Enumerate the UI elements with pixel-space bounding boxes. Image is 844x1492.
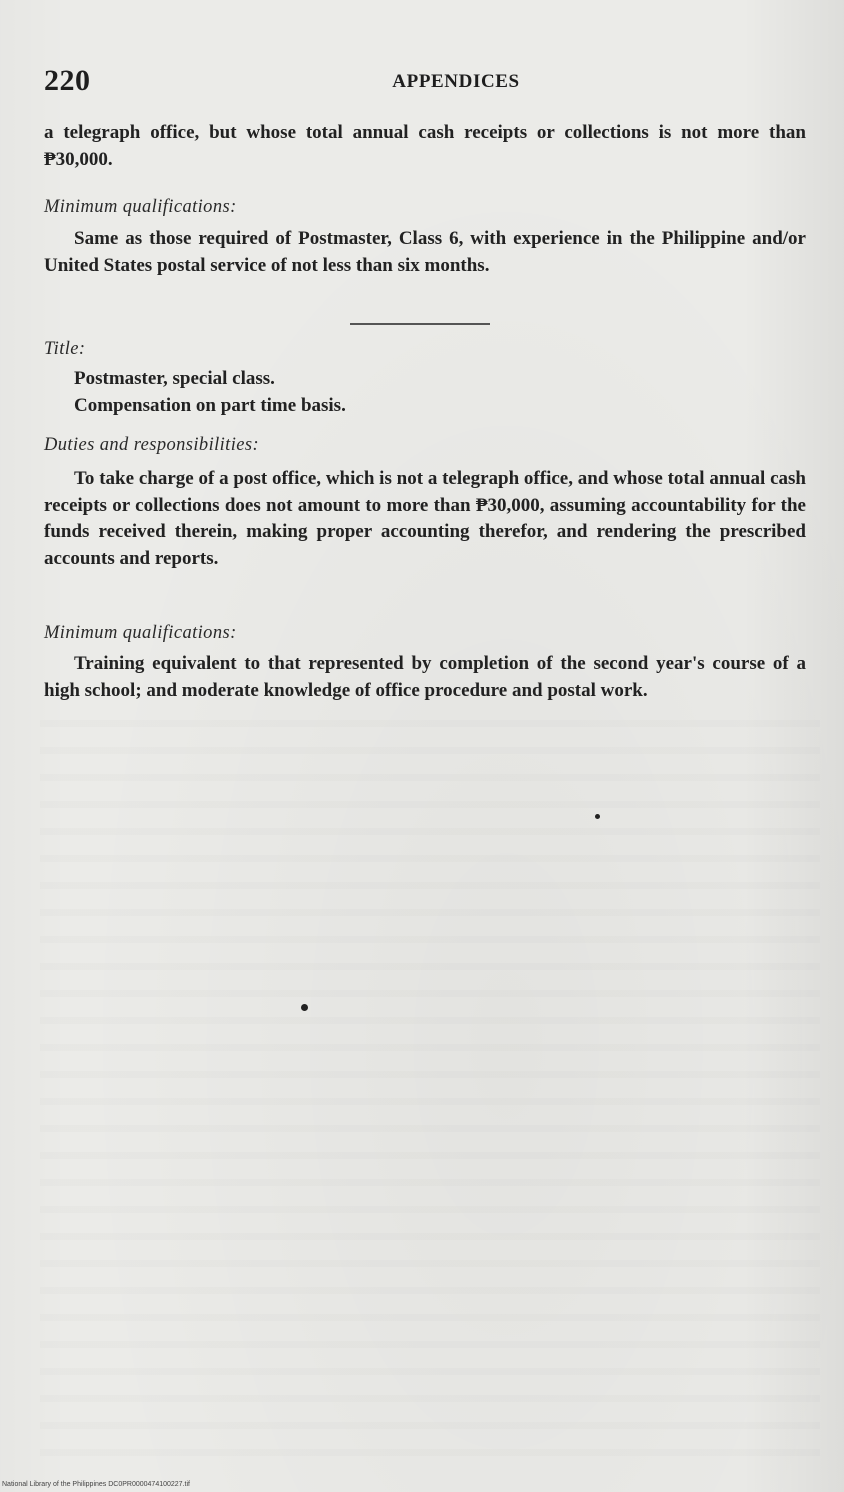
page-header [44, 64, 808, 104]
qualifications-text: Training equivalent to that represented by completion of the second year's course of a high school; and moderate knowledge of office procedure and postal work. [44, 653, 806, 701]
scan-credit: National Library of the Philippines DC0PR0000474100227.tif [2, 1481, 190, 1488]
ink-speck [595, 814, 600, 819]
ink-speck [301, 1004, 308, 1011]
minimum-qualifications-paragraph-2 [44, 651, 806, 704]
section-heading: Title: [44, 339, 86, 359]
duties-paragraph [44, 466, 806, 572]
duties-text: To take charge of a post office, which is not a telegraph office, and whose total annual cash receipts or collections does not amount to more than ₱30,000, assuming accountability for the funds received therein, making proper accounting therefor, and rendering the prescribed accounts and reports. [44, 468, 806, 569]
section-heading: Minimum qualifications: [44, 197, 237, 217]
title-line-2: Compensation on part time basis. [74, 394, 346, 416]
title-heading [44, 336, 806, 363]
continuation-text: a telegraph office, but whose total annual cash receipts or collections is not more than ₱30,000. [44, 122, 806, 170]
minimum-qualifications-heading-1 [44, 194, 806, 221]
minimum-qualifications-heading-2 [44, 620, 806, 647]
minimum-qualifications-paragraph-1 [44, 226, 806, 279]
section-heading: Minimum qualifications: [44, 623, 237, 643]
continuation-paragraph [44, 120, 806, 173]
section-heading: Duties and responsibilities: [44, 435, 260, 455]
bleed-through-texture [40, 700, 820, 1460]
running-head: APPENDICES [392, 71, 520, 92]
qualifications-text: Same as those required of Postmaster, Class 6, with experience in the Philippine and/or United States postal service of not less than six months. [44, 228, 806, 276]
section-divider [350, 323, 490, 325]
page-number: 220 [44, 64, 91, 97]
duties-heading [44, 432, 806, 459]
title-lines [44, 366, 806, 419]
title-line-1: Postmaster, special class. [74, 368, 275, 389]
